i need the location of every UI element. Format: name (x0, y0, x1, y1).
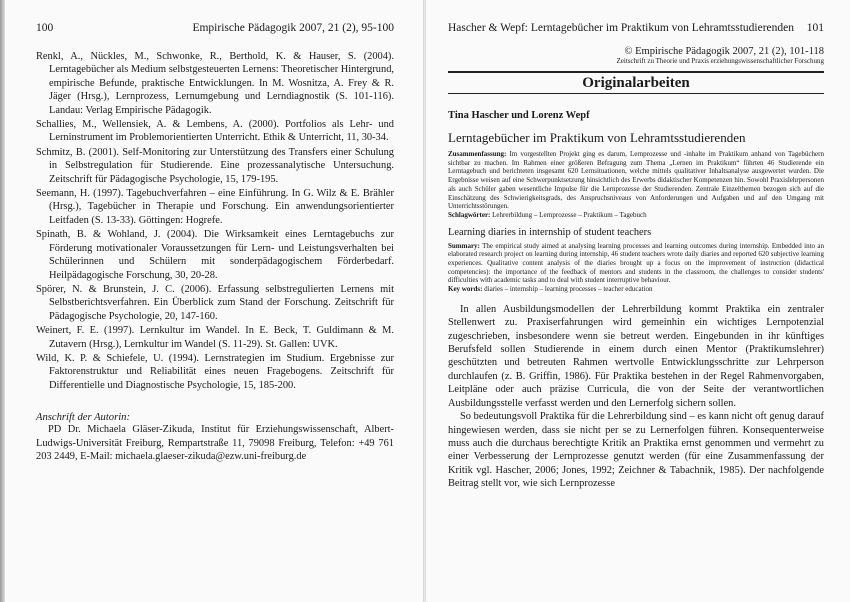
left-page-number: 100 (36, 22, 54, 34)
abstract-en-text: The empirical study aimed at analysing learning processes and learning outcomes during internship. Embedded into an elaborated research project on learning during internship, 46 student teachers wrote daily diaries and reported 620 subjective learning experiences. Qualitative content analysis of the diaries brought up a focus on the improvement of instruction (didactical competencies): the importance of the feedback of mentors and students in the classroom, the challenges to consider students' difficulties with academic tasks and to deal with student interruptive behaviour. (448, 241, 824, 285)
author-address: PD Dr. Michaela Gläser-Zikuda, Institut für Erziehungswissenschaft, Albert-Ludwigs-Universität Freiburg, Rempartstraße 11, 79098 Freiburg, Telefon: +49 761 203 2449, E-Mail: michaela.glaeser-zikuda@ezw.uni-freiburg.de (36, 424, 394, 462)
right-page-header (448, 22, 824, 34)
section-heading: Originalarbeiten (448, 73, 824, 94)
left-page (0, 0, 424, 602)
reference-item: Weinert, F. E. (1997). Lernkultur im Wandel. In E. Beck, T. Guldimann & M. Zutavern (Hrsg.), Lernkultur im Wandel (S. 11-29). St. Gallen: UVK. (36, 325, 394, 350)
right-page-number: 101 (806, 22, 824, 34)
address-label: Anschrift der Autorin: (36, 412, 130, 424)
body-paragraph: So bedeutungsvoll Praktika für die Lehrerbildung sind – es kann nicht oft genug darauf hingewiesen werden, dass sie nicht per se zu Lernerfolgen führen. Konsequenterweise muss auch die durchaus berechtigte Kritik an Praktika ernst genommen und vermehrt zu einer Verbesserung der Lernprozesse genutzt werden (für eine Zusammenfassung der Kritik vgl. Hascher, 2006; Jones, 1992; Zeichner & Tabachnik, 1985). Der nachfolgende Beitrag stellt vor, wie sich Lernprozesse (448, 411, 824, 490)
article-title-en: Learning diaries in internship of student teachers (448, 226, 652, 238)
journal-line: © Empirische Pädagogik 2007, 21 (2), 101-118 (624, 46, 824, 57)
right-page (426, 0, 850, 602)
abstract-de (448, 150, 824, 220)
reference-item: Seemann, H. (1997). Tagebuchverfahren – eine Einführung. In G. Wilz & E. Brähler (Hrsg.), Tagebücher in Therapie und Forschung. Ein anwendungsorientierter Leitfaden (S. 13-33). Göttingen: Hogrefe. (36, 188, 394, 226)
article-authors: Tina Hascher und Lorenz Wepf (448, 110, 590, 121)
abstract-en-label: Summary: (448, 241, 480, 250)
keywords-en-text: diaries – internship – learning processes – teacher education (484, 285, 653, 294)
journal-subtitle: Zeitschrift zu Theorie und Praxis erziehungswissenschaftlicher Forschung (616, 57, 824, 65)
abstract-en (448, 242, 824, 294)
reference-item: Schallies, M., Wellensiek, A. & Lembens, A. (2000). Portfolios als Lehr- und Lerninstrument im Problemorientierten Unterricht. Ethik & Unterricht, 11, 30-34. (36, 119, 394, 144)
right-running-head: Hascher & Wepf: Lerntagebücher im Praktikum von Lehramtsstudierenden (448, 22, 794, 34)
abstract-de-label: Zusammenfassung: (448, 150, 507, 158)
keywords-de-label: Schlagwörter: (448, 210, 491, 219)
reference-item: Spörer, N. & Brunstein, J. C. (2006). Erfassung selbstregulierten Lernens mit Selbstberichtsverfahren. Ein Überblick zum Stand der Forschung. Zeitschrift für Pädagogische Psychologie, 20, 147-160. (36, 283, 394, 322)
article-title-de: Lerntagebücher im Praktikum von Lehramtsstudierenden (448, 130, 746, 145)
reference-list (36, 50, 394, 392)
reference-item: Schmitz, B. (2001). Self-Monitoring zur Unterstützung des Transfers einer Schulung in Selbstregulation für Studierende. Eine prozessanalytische Untersuchung. Zeitschrift für Pädagogische Psychologie, 15, 179-195. (36, 146, 394, 185)
article-body (448, 303, 824, 491)
left-page-header (36, 22, 394, 34)
reference-item: Spinath, B. & Wohland, J. (2004). Die Wirksamkeit eines Lerntagebuchs zur Förderung motivationaler Voraussetzungen für Lern- und Leistungsverhalten bei Schülerinnen und Schülern mit sonderpädagogischem Förderbedarf. Heilpädagogische Forschung, 30, 20-28. (36, 229, 394, 281)
left-running-head: Empirische Pädagogik 2007, 21 (2), 95-100 (192, 22, 394, 34)
abstract-de-text: Im vorgestellten Projekt ging es darum, Lernprozesse und -inhalte im Praktikum anhand von Tagebüchern sichtbar zu machen. Im Rahmen einer größeren Befragung zum Thema „Lernen im Praktikum“ führten 46 Studierende ein Lerntagebuch und berichteten insgesamt 620 Lernsituationen, welche mittels qualitativer Inhaltsanalyse ausgewertet wurden. Die Ergebnisse weisen auf eine Schwerpunktsetzung hinsichtlich des Erwerbs didaktischer Kompetenzen hin. Sowohl Praxislehrpersonen als auch Schüler gaben wesentliche Impulse für die Lernprozesse der Studierenden. Zentrale Einzelthemen bezogen sich auf die Einschätzung des Schwierigkeitsgrads, des Anspruchsniveaus von Anforderungen und Aufgaben und auf den Umgang mit Unterrichtsstörungen. (448, 150, 824, 211)
reference-item: Renkl, A., Nückles, M., Schwonke, R., Berthold, K. & Hauser, S. (2004). Lerntagebücher als Medium selbstgesteuerten Lernens: Theoretischer Hintergrund, empirische Befunde, praktische Entwicklungen. In M. Wosnitza, A. Frey & R. Jäger (Hrsg.), Lernprozess, Lernumgebung und Lerndiagnostik (S. 101-116). Landau: Verlag Empirische Pädagogik. (36, 51, 394, 116)
reference-item: Wild, K. P. & Schiefele, U. (1994). Lernstrategien im Studium. Ergebnisse zur Faktorenstruktur und Reliabilität eines neuen Fragebogens. Zeitschrift für Differentielle und Diagnostische Psychologie, 15, 185-200. (36, 352, 394, 391)
keywords-de-text: Lehrerbildung – Lernprozesse – Praktikum – Tagebuch (492, 210, 647, 219)
journal-info (448, 46, 824, 65)
body-paragraph: In allen Ausbildungsmodellen der Lehrerbildung kommt Praktika ein zentraler Stellenwert zu. Praxiserfahrungen wird gemeinhin ein wichtiges Lernpotenzial zugeschrieben, insbesondere wenn sie betreut werden. Eingebunden in ihr künftiges Berufsfeld sollen Studierende in einem durch einen Mentor (Praktikumslehrer) geschützten und betreuten Rahmen wertvolle Entwicklungsschritte zur Lehrperson durchlaufen (z. B. Griffin, 1986). Für Praktika bestehen in der Regel Rahmenvorgaben, Leitpläne oder auch präzise Curricula, die von der Seite der verantwortlichen Ausbildungsstelle verfasst werden und den Lernerfolg sichern sollen. (448, 303, 824, 409)
keywords-en-label: Key words: (448, 285, 483, 294)
